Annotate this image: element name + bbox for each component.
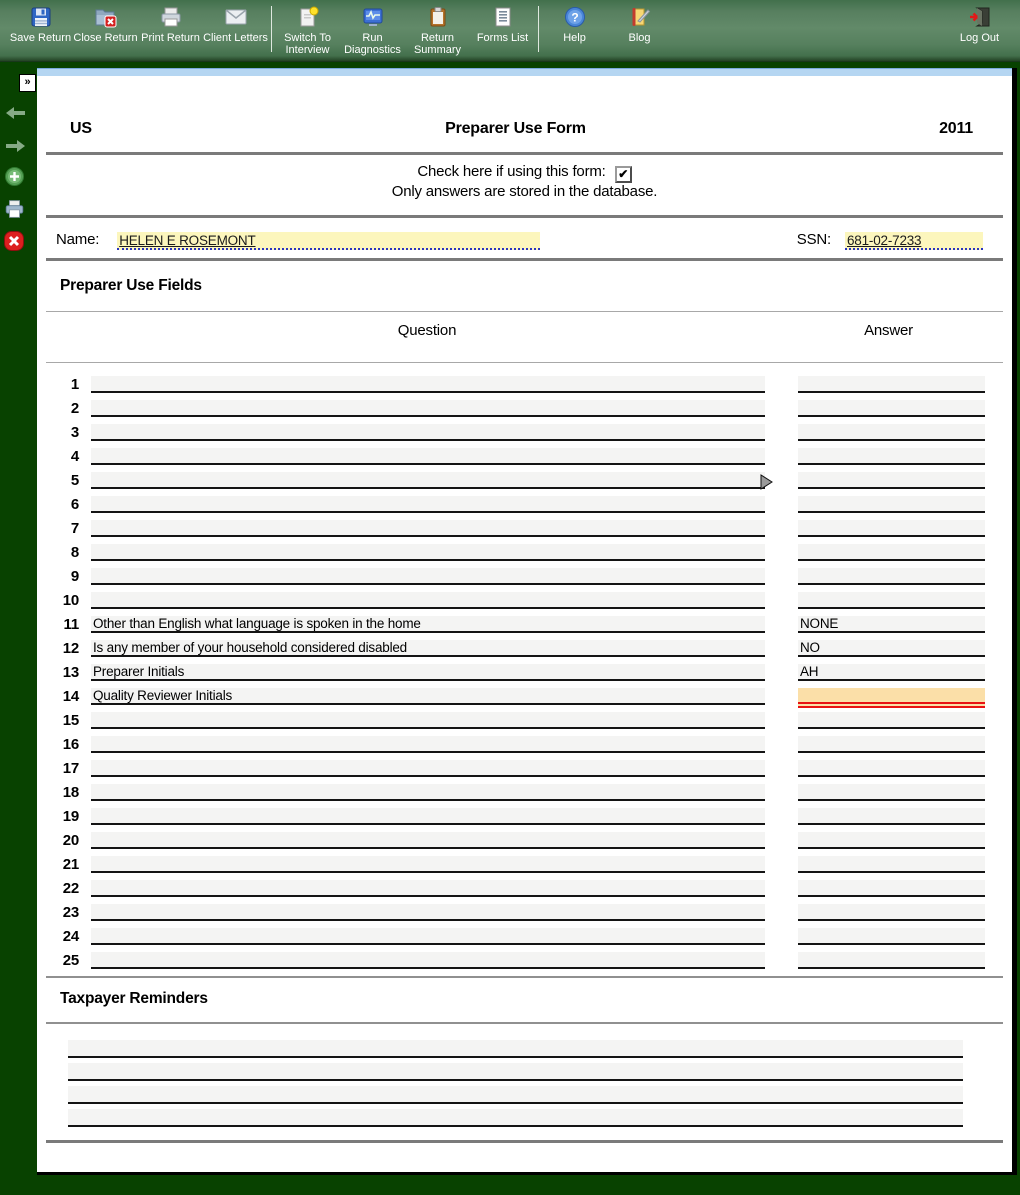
row-number: 22 [62, 880, 79, 897]
toolbar-button-return-summary[interactable] [405, 3, 470, 59]
name-value: HELEN E ROSEMONT [119, 233, 256, 248]
return-summary-icon [426, 5, 450, 29]
answer-field[interactable] [798, 736, 985, 753]
table-row [46, 376, 1003, 400]
table-row [46, 544, 1003, 568]
table-row [46, 832, 1003, 856]
table-row [46, 496, 1003, 520]
row-number: 19 [62, 808, 79, 825]
toolbar-button-run-diagnostics[interactable] [340, 3, 405, 59]
table-row [46, 760, 1003, 784]
answer-field[interactable] [798, 832, 985, 849]
toolbar-button-label: Close Return [73, 32, 138, 44]
table-row [46, 424, 1003, 448]
answer-field[interactable] [798, 376, 985, 393]
toolbar-button-blog[interactable] [607, 3, 672, 59]
switch-interview-icon [296, 5, 320, 29]
question-field[interactable] [91, 712, 765, 729]
row-number: 12 [62, 640, 79, 657]
row-number: 9 [70, 568, 79, 585]
toolbar-button-switch-to-interview[interactable] [275, 3, 340, 59]
toolbar-button-save-return[interactable] [8, 3, 73, 59]
main-toolbar [0, 0, 1020, 62]
client-letters-icon [224, 5, 248, 29]
question-field[interactable] [91, 880, 765, 897]
toolbar-buttons [8, 3, 672, 59]
question-field[interactable] [91, 784, 765, 801]
table-row [46, 688, 1003, 712]
answer-field[interactable] [798, 520, 985, 537]
toolbar-button-print-return[interactable] [138, 3, 203, 59]
row-number: 3 [70, 424, 79, 441]
question-field[interactable] [91, 904, 765, 921]
divider [46, 152, 1003, 155]
toolbar-button-label: Help [563, 32, 586, 44]
row-number: 5 [70, 472, 79, 489]
divider [46, 258, 1003, 261]
question-field[interactable] [91, 952, 765, 969]
row-number: 11 [63, 616, 79, 633]
table-row [46, 928, 1003, 952]
row-number: 15 [62, 712, 79, 729]
answer-field[interactable] [798, 856, 985, 873]
ssn-field[interactable] [845, 232, 983, 250]
print-form-icon[interactable] [4, 199, 25, 224]
help-icon [563, 5, 587, 29]
toolbar-button-client-letters[interactable] [203, 3, 268, 59]
row-number: 21 [62, 856, 79, 873]
toolbar-button-label: Return Summary [413, 32, 462, 56]
rows-container [46, 376, 1003, 976]
divider [46, 1140, 1003, 1143]
toolbar-button-label: Save Return [9, 32, 72, 44]
ssn-label: SSN: [796, 231, 831, 248]
question-field[interactable] [91, 400, 765, 417]
answer-field[interactable]: NONE [798, 616, 985, 633]
toolbar-button-close-return[interactable] [73, 3, 138, 59]
table-row [46, 472, 1003, 496]
reminder-line[interactable] [68, 1063, 963, 1081]
row-number: 4 [70, 448, 79, 465]
name-field[interactable] [117, 232, 540, 250]
reminder-lines-container [46, 1040, 1003, 1127]
question-field[interactable]: Other than English what language is spoken in the home [91, 616, 765, 633]
check-row [46, 163, 1003, 183]
section-title-taxpayer-reminders: Taxpayer Reminders [60, 990, 208, 1007]
answer-field[interactable] [798, 496, 985, 513]
table-row [46, 400, 1003, 424]
row-number: 23 [62, 904, 79, 921]
table-row [46, 640, 1003, 664]
panel-top-bar [37, 68, 1012, 76]
toolbar-button-help[interactable] [542, 3, 607, 59]
svg-text:?: ? [570, 10, 579, 25]
name-label: Name: [56, 231, 100, 248]
form-title-row [46, 76, 1003, 152]
question-field[interactable] [91, 424, 765, 441]
question-field[interactable] [91, 472, 765, 489]
table-header-row [46, 322, 1003, 342]
reminder-line[interactable] [68, 1040, 963, 1058]
answer-field[interactable] [798, 448, 985, 465]
answer-field[interactable] [798, 880, 985, 897]
answer-field[interactable] [798, 544, 985, 561]
table-row [46, 448, 1003, 472]
reminder-line[interactable] [68, 1086, 963, 1104]
question-field[interactable] [91, 832, 765, 849]
row-number: 13 [62, 664, 79, 681]
row-number: 6 [70, 496, 79, 513]
table-row [46, 808, 1003, 832]
question-field[interactable] [91, 448, 765, 465]
divider [46, 1022, 1003, 1024]
question-field[interactable] [91, 520, 765, 537]
save-icon [29, 5, 53, 29]
answer-field[interactable] [798, 568, 985, 585]
row-number: 16 [62, 736, 79, 753]
answer-field[interactable] [798, 592, 985, 609]
forms-list-icon [491, 5, 515, 29]
divider [46, 976, 1003, 978]
question-field[interactable] [91, 736, 765, 753]
row-number: 7 [70, 520, 79, 537]
table-row [46, 880, 1003, 904]
using-form-checkbox[interactable]: ✔ [615, 166, 632, 183]
divider [46, 311, 1003, 312]
toolbar-button-label: Blog [628, 32, 651, 44]
toolbar-button-label: Switch To Interview [284, 32, 331, 56]
back-arrow-icon[interactable] [6, 106, 25, 124]
section-title-preparer-use-fields: Preparer Use Fields [60, 277, 202, 294]
answer-field[interactable] [798, 472, 985, 489]
answer-field[interactable] [798, 784, 985, 801]
forward-arrow-icon[interactable] [6, 139, 25, 157]
question-field[interactable] [91, 544, 765, 561]
table-row [46, 520, 1003, 544]
expand-panel-button[interactable]: » [19, 74, 36, 92]
form-title: Preparer Use Form [445, 120, 586, 137]
toolbar-button-forms-list[interactable] [470, 3, 535, 59]
row-number: 10 [62, 592, 79, 609]
close-return-icon [94, 5, 118, 29]
row-number: 20 [62, 832, 79, 849]
preparer-use-form [37, 76, 1012, 1143]
toolbar-button-label: Run Diagnostics [344, 32, 401, 56]
row-number: 24 [62, 928, 79, 945]
form-panel [37, 68, 1017, 1175]
answer-field[interactable] [798, 424, 985, 441]
question-field[interactable] [91, 760, 765, 777]
answer-field[interactable] [798, 400, 985, 417]
question-field[interactable] [91, 376, 765, 393]
delete-form-icon[interactable] [4, 231, 24, 256]
answer-column-header: Answer [864, 322, 913, 339]
question-field[interactable] [91, 592, 765, 609]
toolbar-button-label: Log Out [959, 32, 1000, 44]
question-field[interactable]: Is any member of your household considered disabled [91, 640, 765, 657]
table-row [46, 904, 1003, 928]
question-field[interactable] [91, 856, 765, 873]
answer-field[interactable] [798, 712, 985, 729]
toolbar-button-label: Print Return [141, 32, 200, 44]
row-number: 18 [62, 784, 79, 801]
answer-field[interactable] [798, 808, 985, 825]
print-icon [159, 5, 183, 29]
table-row [46, 736, 1003, 760]
question-field[interactable]: Quality Reviewer Initials [91, 688, 765, 705]
form-note: Only answers are stored in the database. [391, 183, 658, 200]
answer-field[interactable]: NO [798, 640, 985, 657]
question-column-header: Question [397, 322, 457, 339]
table-row [46, 784, 1003, 808]
table-row [46, 664, 1003, 688]
table-row [46, 568, 1003, 592]
row-number: 17 [62, 760, 79, 777]
answer-field[interactable]: AH [798, 664, 985, 681]
logout-icon [968, 5, 992, 29]
toolbar-button-log-out[interactable] [947, 3, 1012, 59]
row-number: 8 [70, 544, 79, 561]
check-label: Check here if using this form: [417, 163, 606, 180]
ssn-group [797, 230, 983, 250]
row-number: 1 [70, 376, 79, 393]
blog-icon [628, 5, 652, 29]
question-field[interactable] [91, 568, 765, 585]
run-diagnostics-icon [361, 5, 385, 29]
answer-field-active[interactable] [798, 688, 985, 708]
table-row [46, 856, 1003, 880]
toolbar-button-label: Forms List [476, 32, 529, 44]
toolbar-button-label: Client Letters [203, 32, 268, 44]
divider [46, 215, 1003, 218]
question-field[interactable] [91, 808, 765, 825]
name-row [46, 228, 1003, 250]
answer-field[interactable] [798, 928, 985, 945]
table-row [46, 952, 1003, 976]
row-number: 25 [62, 952, 79, 969]
divider [46, 362, 1003, 363]
table-row [46, 616, 1003, 640]
toolbar-separator [538, 6, 539, 52]
form-year: 2011 [939, 120, 973, 137]
answer-field[interactable] [798, 760, 985, 777]
answer-field[interactable] [798, 904, 985, 921]
form-country: US [70, 120, 92, 137]
table-row [46, 592, 1003, 616]
question-field[interactable] [91, 496, 765, 513]
ssn-value: 681-02-7233 [847, 233, 922, 248]
question-field[interactable] [91, 928, 765, 945]
answer-field[interactable] [798, 952, 985, 969]
row-number: 14 [62, 688, 79, 705]
reminder-line[interactable] [68, 1109, 963, 1127]
toolbar-separator [271, 6, 272, 52]
add-form-icon[interactable] [5, 167, 24, 191]
row-number: 2 [70, 400, 79, 417]
question-field[interactable]: Preparer Initials [91, 664, 765, 681]
table-row [46, 712, 1003, 736]
